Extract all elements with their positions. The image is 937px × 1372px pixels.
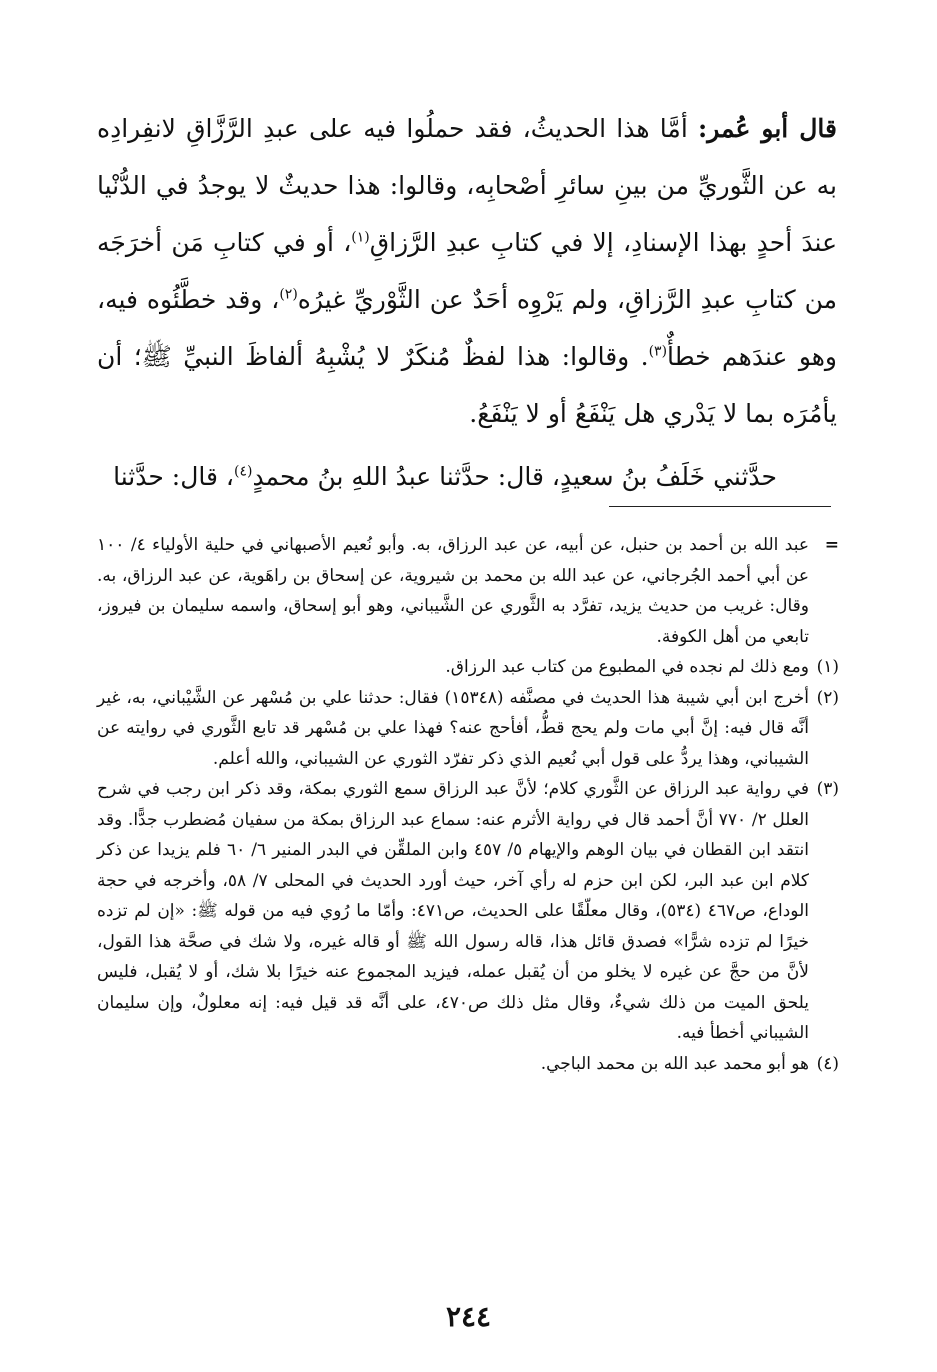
footnote-text: هو أبو محمد عبد الله بن محمد الباجي.: [540, 1053, 809, 1074]
main-paragraph: [97, 100, 837, 442]
footnote-ref-2[interactable]: (٢): [279, 286, 298, 303]
paragraph-text: حدَّثني خَلَفُ بنُ سعيدٍ، قال: حدَّثنا عبدُ اللهِ بنُ محمدٍ: [252, 462, 777, 491]
speaker-label: قال أبو عُمر:: [698, 114, 837, 143]
footnote-2: [97, 683, 839, 775]
footnote-ref-4[interactable]: (٤): [233, 463, 253, 480]
footnote-marker: (٤): [816, 1053, 839, 1074]
footnote-marker: (٣): [816, 779, 839, 799]
main-paragraph: [97, 448, 837, 505]
main-text: [97, 100, 837, 505]
footnote-text: ومع ذلك لم نجده في المطبوع من كتاب عبد الرزاق.: [445, 657, 809, 677]
footnotes: [97, 530, 839, 1079]
footnote-ref-3[interactable]: (٣): [648, 343, 668, 360]
paragraph-text: ، قال: حدَّثنا: [113, 462, 234, 491]
paragraph-text: ، أو في كتابِ مَن أخرَجَه من كتابِ عبدِ الرَّزاقِ، ولم يَرْوِه أحَدٌ عن الثَّوْريِّ غيرُه: [97, 228, 837, 314]
page-number: ٢٤٤: [445, 1300, 492, 1333]
footnote-marker: =: [824, 535, 839, 555]
footnote-continuation: [97, 530, 839, 652]
footnote-marker: (٢): [816, 687, 839, 708]
footnote-text: عبد الله بن أحمد بن حنبل، عن أبيه، عن عبد الرزاق، به. وأبو نُعيم الأصبهاني في حلية الأولياء ٤/ ١٠٠ عن أبي أحمد الجُرجاني، عن عبد الله بن محمد بن شيروية، عن إسحاق بن راهَوية، عن عبد الرزاق، به. وقال: غريب من حديث يزيد، تفرَّد به الثَّوري عن الشَّيباني، وهو أبو إسحاق، واسمه سليمان بن فيروز، تابعي من أهل الكوفة.: [97, 535, 809, 647]
footnote-text: في رواية عبد الرزاق عن الثَّوري كلام؛ لأنَّ عبد الرزاق سمع الثوري بمكة، وقد ذكر ابن رجب في شرح العلل ٢/ ٧٧٠ أنَّ أحمد قال في رواية الأثرم عنه: سماع عبد الرزاق بمكة من سفيان مُضطرب جدًّا. وقد انتقد ابن القطان في بيان الوهم والإيهام ٥/ ٤٥٧ وابن الملقِّن في البدر المنير ٦/ ٦٠ فلم يزيدا عن ذكر كلام ابن عبد البر، لكن ابن حزم له رأي آخر، حيث أورد الحديث في المحلى ٧/ ٥٨، وأخرجه في حجة الوداع، ص٤٦٧ (٥٣٤)، وقال معلّقًا على الحديث، ص٤٧١: وأمّا ما رُوي فيه من قوله ﷺ: «إن لم تزده خيرًا لم تزده شرًّا» فصدق قائل هذا، قاله رسول الله ﷺ أو قاله غيره، ولا شك في صحَّة هذا القول، لأنَّ من حجَّ عن غيره لا يخلو من أن يُقبل عمله، فيزيد المجموع عنه خيرًا بلا شك، أو لا يُقبل، فليس يلحق الميت من ذلك شيءٌ، وقال مثل ذلك ص٤٧٠، على أنَّه قد قيل فيه: إنه معلولٌ، وإن سليمان الشيباني أخطأ فيه.: [97, 779, 809, 1043]
footnote-marker: (١): [816, 657, 839, 677]
footnote-1: [97, 652, 839, 683]
footnote-text: أخرج ابن أبي شيبة هذا الحديث في مصنَّفه (١٥٣٤٨) فقال: حدثنا علي بن مُسْهر عن الشَّيْباني، به، غير أنَّه قال فيه: إنَّ أبي مات ولم يحج قطُّ، أفأحج عنه؟ فهذا علي بن مُسْهر قد تابع الثَّوري في روايته عن الشيباني، وهذا يردُّ على قول أبي نُعيم الذي ذكر تفرّد الثوري عن الشيباني، والله أعلم.: [97, 687, 809, 769]
paragraph-text: . وقالوا: هذا لفظٌ مُنكَرٌ لا يُشْبِهُ ألفاظَ النبيِّ ﷺ؛ أن يأمُرَه بما لا يَدْري هل يَنْفَعُ أو لا يَنْفَعُ.: [97, 342, 837, 428]
footnote-4: [97, 1049, 839, 1080]
paragraph-text: ، وقد خطَّئُوه فيه، وهو عندَهم خطأٌ: [97, 285, 837, 371]
paragraph-text: أمَّا هذا الحديثُ، فقد حملُوا فيه على عبدِ الرَّزَّاقِ لانفِرادِه به عن الثَّوريِّ من بينِ سائرِ أصْحابِه، وقالوا: هذا حديثٌ لا يوجدُ في الدُّنْيا عندَ أحدٍ بهذا الإسنادِ، إلا في كتابِ عبدِ الرَّزاقِ: [97, 114, 837, 257]
footnote-ref-1[interactable]: (١): [351, 229, 370, 246]
footnote-3: [97, 774, 839, 1049]
footnote-divider: [609, 506, 831, 507]
